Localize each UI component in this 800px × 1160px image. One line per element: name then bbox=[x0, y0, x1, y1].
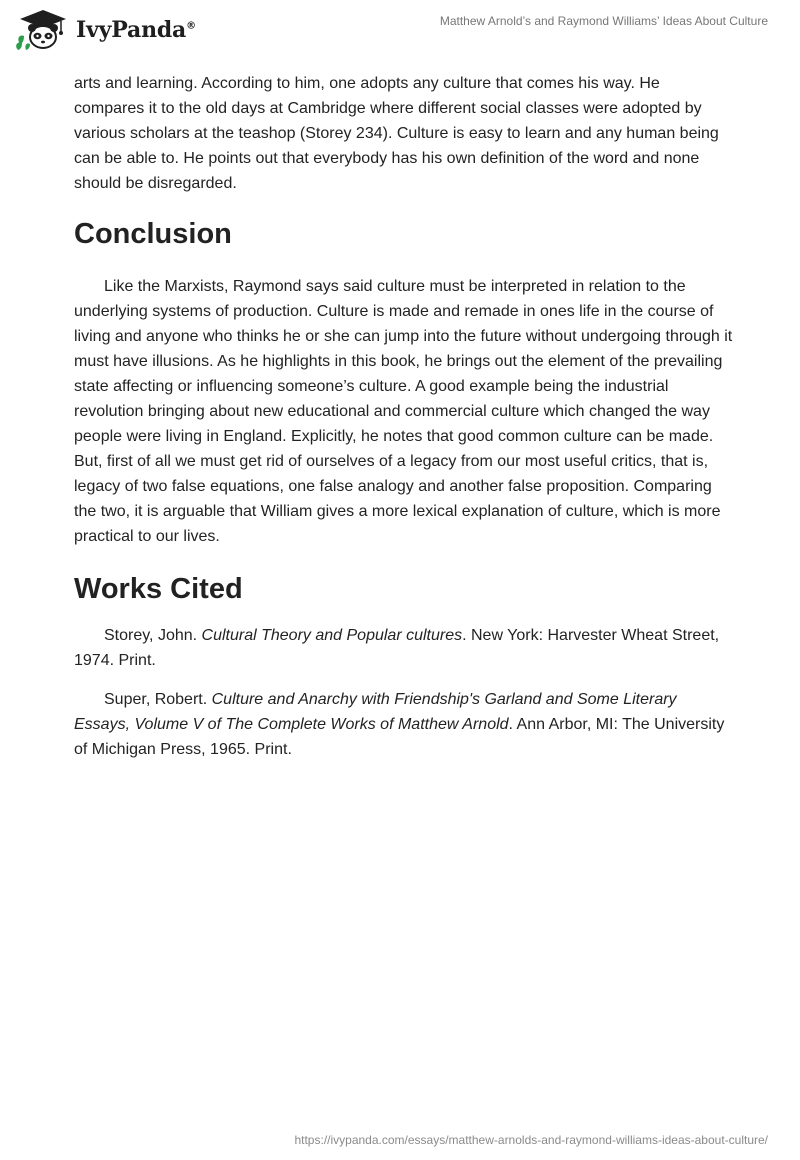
citation-super bbox=[74, 687, 734, 762]
logo-text: IvyPanda® bbox=[76, 17, 196, 43]
page-header bbox=[0, 0, 800, 70]
essay-content bbox=[74, 71, 734, 776]
source-url-link[interactable]: https://ivypanda.com/essays/matthew-arnolds-and-raymond-williams-ideas-about-culture/ bbox=[294, 1133, 768, 1147]
citation-author: Super, Robert. bbox=[104, 691, 212, 708]
citation-publisher: . New York: Harvester Wheat Street, 1974. Print. bbox=[74, 627, 720, 669]
intro-paragraph: arts and learning. According to him, one adopts any culture that comes his way. He compares it to the old days at Cambridge where different social classes were adopted by various scholars at the teashop (Storey 234). Culture is easy to learn and any human being can be able to. He points out that everybody has his own definition of the word and none should be disregarded. bbox=[74, 75, 719, 192]
citation-title: Cultural Theory and Popular cultures bbox=[201, 627, 463, 644]
citation-title: Culture and Anarchy with Friendship's Garland and Some Literary Essays, Volume V of The Complete Works of Matthew Arnold bbox=[74, 691, 677, 733]
conclusion-paragraph: Like the Marxists, Raymond says said culture must be interpreted in relation to the underlying systems of production. Culture is made and remade in ones life in the course of living and anyone who thinks he or she can jump into the future without undergoing through it must have illusions. As he highlights in this book, he brings out the element of the prevailing state affecting or influencing someone’s culture. A good example being the industrial revolution bringing about new educational and commercial culture which changed the way people were living in England. Explicitly, he notes that good common culture can be made. But, first of all we must get rid of ourselves of a legacy from our most useful critics, that is, legacy of two false equations, one false analogy and another false proposition. Comparing the two, it is arguable that William gives a more lexical explanation of culture, which is more practical to our lives. bbox=[74, 278, 733, 545]
document-title: Matthew Arnold’s and Raymond Williams’ Ideas About Culture bbox=[439, 14, 768, 28]
citation-storey bbox=[74, 623, 734, 673]
citation-author: Storey, John. bbox=[104, 627, 202, 644]
ivypanda-logo[interactable] bbox=[14, 8, 196, 52]
panda-logo-icon bbox=[14, 8, 72, 52]
citation-publisher: . Ann Arbor, MI: The University of Michigan Press, 1965. Print. bbox=[74, 716, 725, 758]
works-cited-heading: Works Cited bbox=[74, 573, 243, 605]
conclusion-heading: Conclusion bbox=[74, 218, 232, 250]
